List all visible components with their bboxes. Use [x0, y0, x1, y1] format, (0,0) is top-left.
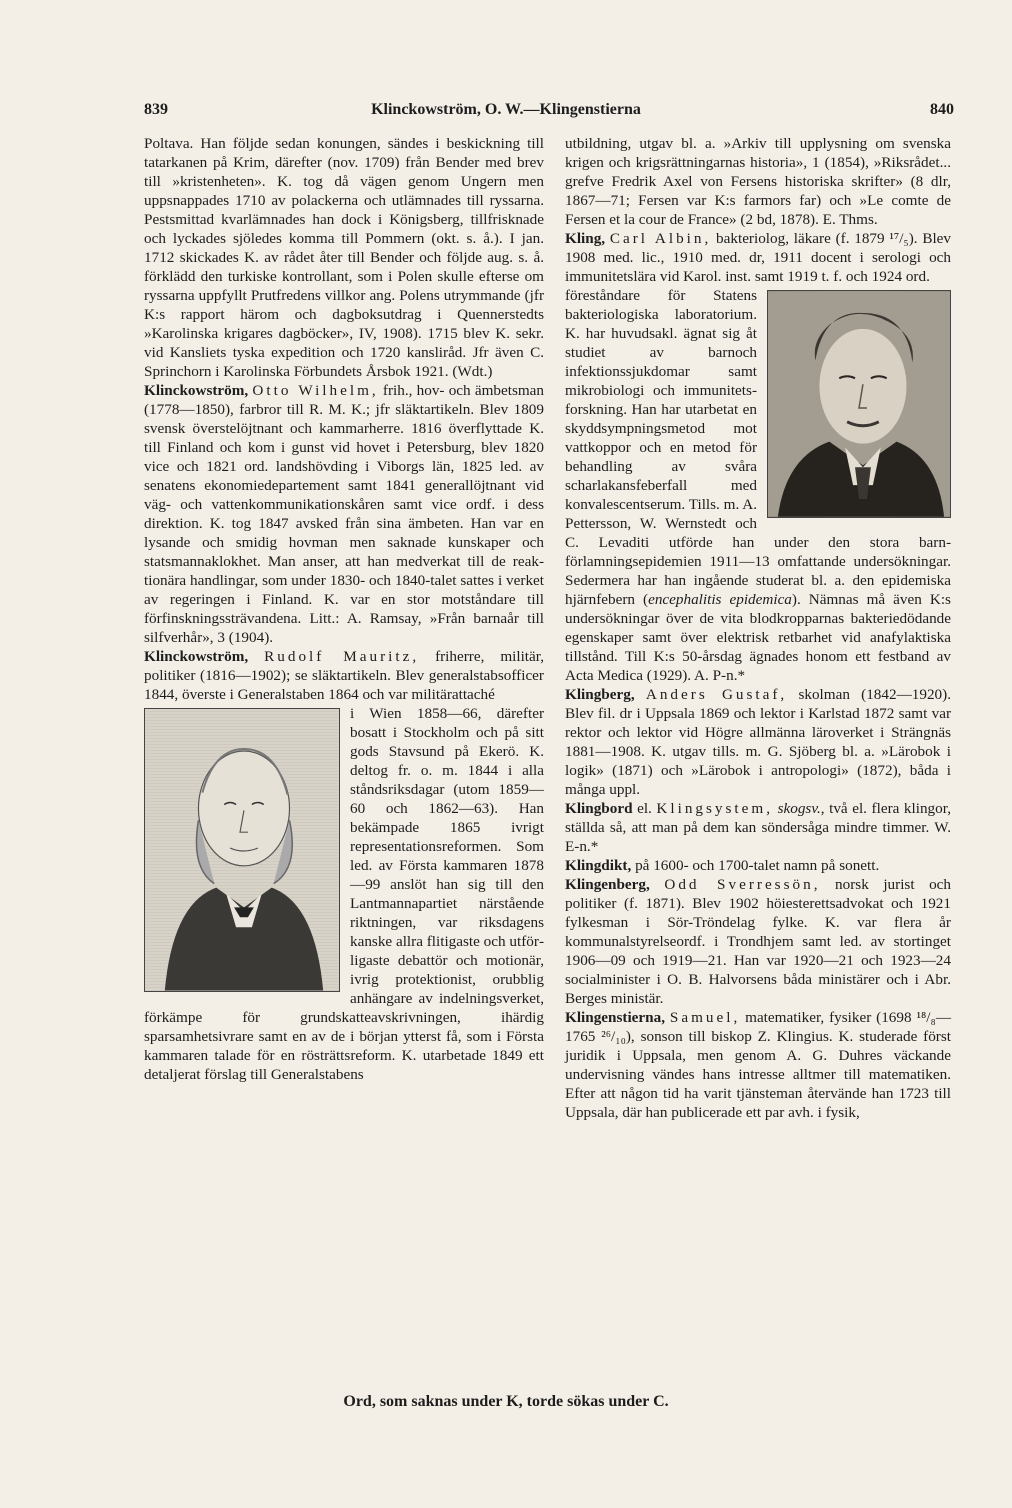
entry-name: Carl Albin,: [609, 230, 712, 247]
entry-continuation: utbildning, utgav bl. a. »Arkiv till upplysning om svenska krigen och krigsrättningarnas historia», 1 (1854), »Riksrådet... grefve Fredrik Axel von Fersens historiska skrifter» (8 dlr, 1867—71; Fersen var K:s farmors far) och »Le comte de Fersen et la cour de France» (2 bd, 1878). E. Thms.: [565, 135, 951, 228]
entry-text: skolman (1842—1920). Blev fil. dr i Uppsala 1869 och lektor i Karlstad 1872 samt var rektor och lektor vid Högre allmänna läroverket i Strängnäs 1881—1908. K. utgav tills. m. G. Sjöberg bl. a. »Lärobok i logik» (1871) och »Lärobok i antropologi» (1872), båda i många uppl.: [565, 686, 951, 798]
entry-klingdikt: [565, 856, 951, 875]
entry-italic: skogsv.: [777, 800, 821, 817]
entry-klingbord: [565, 799, 951, 856]
left-column: [144, 134, 544, 1084]
entry-continuation: Poltava. Han följde sedan konungen, sändes i beskickning till tatarkanen på Krim, därefter (nov. 1709) från Bender med brev till »kristenheten». K. tog då vägen genom Ungern men uppsnappades 1710 av polackerna och utlämnades till ryssarna. Pestsmittad kvarlämnades han dock i Königsberg, tillfrisknade och lyckades sjöledes komma till Pommern (okt. s. å.). I jan. 1712 skickades K. av rådet åter till Bender och följde aug. s. å. förklädd den turkiske kontrollant, som i Polen skulle efterse om ryssarna uppfyllt Prutfredens villkor ang. Polens utrymmande (jfr K:s rapport härom och dagboksutdrag i Quennerstedts »Karolinska krigares dagböcker», IV, 1908). 1715 blev K. sekr. vid Kansliets tyska expedition och 1720 kansliråd. Jfr även C. Sprinchorn i Karolinska Förbundets Årsbok 1921. (Wdt.): [144, 135, 544, 380]
entry-headword: Klingberg,: [565, 686, 635, 703]
entry-headword: Klinckowström,: [144, 382, 249, 399]
portrait-drawing: [768, 291, 950, 517]
running-header: [0, 101, 1012, 125]
entry-text: frih., hov- och ämbetsman (1778—1850), farbror till R. M. K.; jfr släktartikeln. Blev 1809 svensk överstelöjtnant och kammarherre. 1816 överflyttade K. till Finland och kom i gunst vid hovet i Petersburg, blev 1820 vice och 1821 ord. landshövding i Viborgs län, 1825 led. av senatens ekonomiedepartement samt 1841 generallöjtnant vid väg- och vattenkommunikationskåren samt vice ordf. i dess direktion. K. tog 1847 avsked från sina ämbeten. Han var en lysande och smidig hovman men saknade kunskaper och statsmannaklokhet. Man anser, att han medverkat till de reaktionära handlingar, som under 1830- och 1840-talet sattes i verket av regeringen i Finland. K. var en stor motståndare till förfinskningssträvandena. Litt.: A. Ramsay, »Från barnaår till silfverhår», 3 (1904).: [144, 382, 545, 646]
right-column: [565, 134, 951, 1122]
entry-headword: Klingenstierna,: [565, 1009, 665, 1026]
entry-otto-wilhelm: [144, 381, 544, 647]
entry-headword: Klingenberg,: [565, 876, 650, 893]
entry-carl-albin-kling: [565, 229, 951, 286]
entry-text: bakteriolog, läkare (f. 1879 ¹⁷/₅). Blev 1908 med. lic., 1910 med. dr, 1911 docent i serologi och immunitetslära vid Karol. inst. samt 1919 t. f. och 1924 ord.: [565, 230, 952, 285]
entry-klingberg: [565, 685, 951, 799]
entry-text: , två el. flera klingor, ställda så, att man på dem kan söndersåga mindre timmer. W. E-n.*: [565, 800, 951, 855]
entry-klingenberg: [565, 875, 951, 1008]
entry-headword: Klinckowström,: [144, 648, 249, 665]
entry-italic: encephalitis epidemica: [648, 591, 792, 608]
entry-name: Otto Wilhelm,: [252, 382, 379, 399]
entry-name: Samuel,: [669, 1009, 741, 1026]
entry-name: Rudolf Mauritz,: [264, 648, 420, 665]
entry-klingenstierna: [565, 1008, 951, 1122]
entry-text: friherre, militär, politiker (1816—1902); se släktartikeln. Blev generalstabsofficer 1844, överste i Generalstaben 1864 och var militärattaché: [144, 648, 545, 703]
entry-text: på 1600- och 1700-talet namn på sonett.: [631, 857, 880, 874]
entry-headword: Kling,: [565, 230, 606, 247]
entry-text: el.: [632, 800, 657, 817]
running-title: Klinckowström, O. W.—Klingenstierna: [371, 101, 641, 118]
entry-text: norsk jurist och politiker (f. 1871). Blev 1902 höiesterettsadvokat och 1921 fylkesman i Sör-Tröndelag fylke. K. var flera år kommunalstyrelseordf. i Trondhjem samt led. av stortinget 1906—09 och 1919—21. Han var 1920—21 och 1923—24 socialminister i O. B. Halvorsens båda ministärer och i Abr. Berges ministär.: [565, 876, 952, 1007]
page-footer-note: Ord, som saknas under K, torde sökas under C.: [343, 1393, 669, 1410]
portrait-drawing: [145, 709, 339, 991]
portrait-photo-carl-kling: [767, 290, 951, 518]
entry-headword: Klingdikt,: [565, 857, 632, 874]
entry-headword: Klingbord: [565, 800, 633, 817]
page-number-right: 840: [930, 101, 954, 118]
entry-text: ). Nämnas må även K:s undersökningar över de vita blodkropparnas bakteriedödande egenskaper samt över elektrisk retbarhet vid anafylaktiska tillstånd. Till K:s 50-årsdag ägnades honom ett festband av Acta Medica (1929). A. P-n.*: [565, 591, 951, 684]
entry-name: Klingsystem,: [656, 800, 774, 817]
entry-text: matematiker, fysiker (1698 ¹⁸/₈—1765 ²⁶/₁₀), sonson till biskop Z. Klingius. K. studerade först juridik i Uppsala, men genom A. G. Duhres väckande undervisning vändes hans intresse alltmer till matematiken. Efter att någon tid ha varit tjänsteman återvände han 1723 till Uppsala, där han publicerade ett par avh. i fysik,: [565, 1009, 952, 1121]
portrait-engraving-rudolf-klinckowstrom: [144, 708, 340, 992]
entry-name: Anders Gustaf,: [645, 686, 788, 703]
page-number-left: 839: [144, 101, 168, 118]
entry-text: föreståndare för Statens bakteriologiska laboratorium. K. har huvudsakl. ägnat sig åt studiet av barnoch infektionssjukdomar samt mikrobiologi och immunitetsforskning. Han har utarbetat en skyddsympningsmetod mot vattkoppor och en metod för behandling av svåra scharlakansfeberfall med konvalescentserum. Tills. m. A. Pettersson, W. Wernstedt och C. Levaditi utförde han under den stora barnförlamningsepidemien 1911—13 omfattande undersökningar. Sedermera har han ingående studerat bl. a. den epidemiska hjärnfebern (: [565, 287, 951, 608]
entry-name: Odd Sverressön,: [664, 876, 821, 893]
entry-rudolf-mauritz-cont: i Wien 1858—66, därefter bosatt i Stockholm och på sitt gods Stavsund på Ekerö. K. deltog fr. o. m. 1844 i alla ståndsriksdagar (utom 1859—60 och 1862—63). Han bekämpade 1865 ivrigt representationsreformen. Som led. av Första kammaren 1878—99 anslöt han sig till den Lantmannapartiet närstående riktningen, var riksdagens kanske allra flitigaste och utförligaste debattör och motionär, ivrig protektionist, orubblig anhängare av indelningsverket, förkämpe för grundskatteavskrivningen, ihärdig sparsamhetsivrare samt en av de i början ytterst få, som i Första kammaren talade för en rösträttsreform. K. utarbetade 1849 ett detaljerat förslag till Generalstabens: [144, 705, 544, 1083]
entry-rudolf-mauritz: [144, 647, 544, 704]
